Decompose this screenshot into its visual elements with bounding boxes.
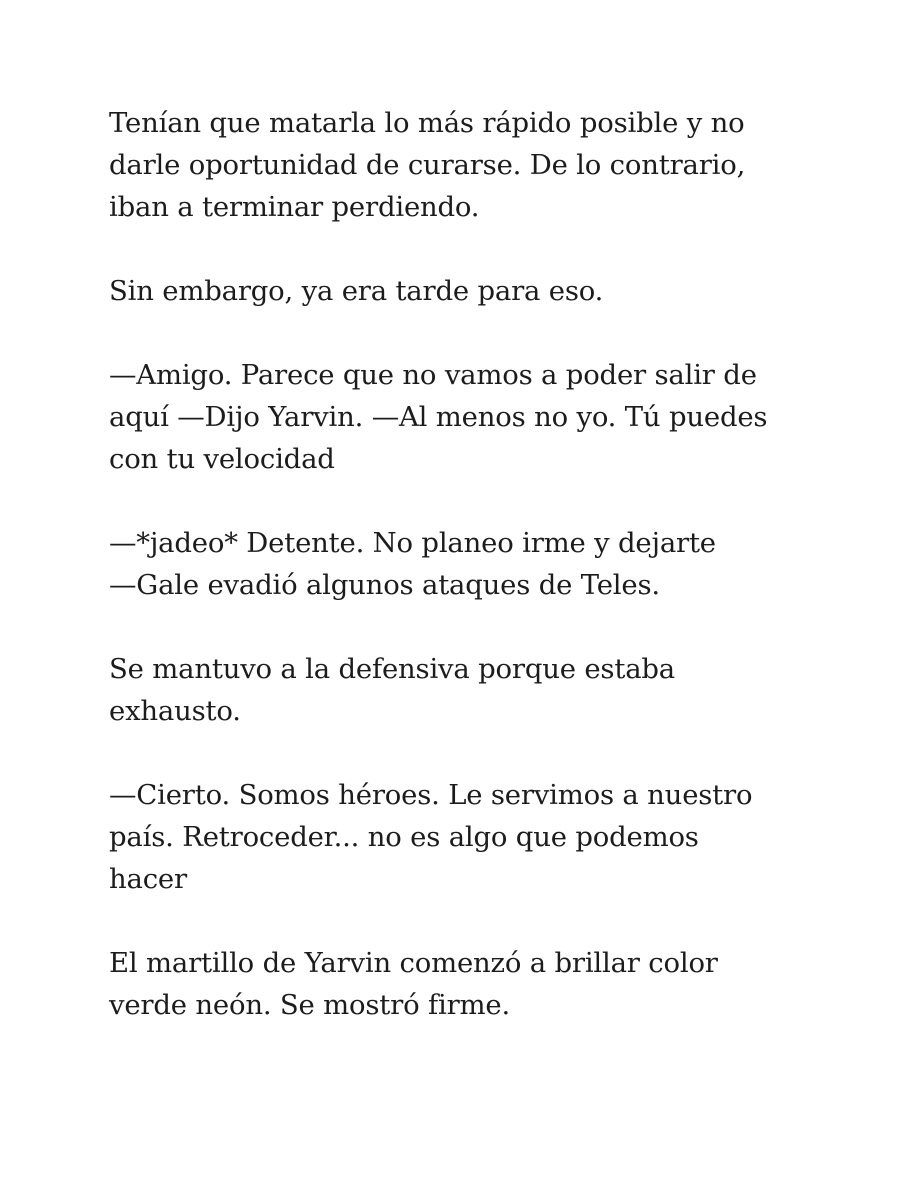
text-line: con tu velocidad <box>109 443 335 475</box>
text-line: Sin embargo, ya era tarde para eso. <box>109 275 604 307</box>
text-line: —Gale evadió algunos ataques de Teles. <box>109 569 660 601</box>
text-line: iban a terminar perdiendo. <box>109 191 480 223</box>
paragraph-3 <box>109 354 809 480</box>
text-line: —Amigo. Parece que no vamos a poder salir de <box>109 359 757 391</box>
paragraph-7 <box>109 942 809 1026</box>
text-line: darle oportunidad de curarse. De lo contrario, <box>109 149 746 181</box>
text-line: exhausto. <box>109 695 241 727</box>
text-line: Tenían que matarla lo más rápido posible y no <box>109 107 745 139</box>
text-line: país. Retroceder... no es algo que podemos <box>109 821 699 853</box>
text-line: —Cierto. Somos héroes. Le servimos a nuestro <box>109 779 753 811</box>
text-line: aquí —Dijo Yarvin. —Al menos no yo. Tú puedes <box>109 401 768 433</box>
paragraph-5 <box>109 648 809 732</box>
paragraph-2 <box>109 270 809 312</box>
text-line: Se mantuvo a la defensiva porque estaba <box>109 653 675 685</box>
paragraph-1 <box>109 102 809 228</box>
text-line: hacer <box>109 863 187 895</box>
paragraph-6 <box>109 774 809 900</box>
text-line: —*jadeo* Detente. No planeo irme y dejarte <box>109 527 716 559</box>
text-line: El martillo de Yarvin comenzó a brillar color <box>109 947 718 979</box>
text-line: verde neón. Se mostró firme. <box>109 989 511 1021</box>
text-column <box>109 102 809 1068</box>
paragraph-4 <box>109 522 809 606</box>
